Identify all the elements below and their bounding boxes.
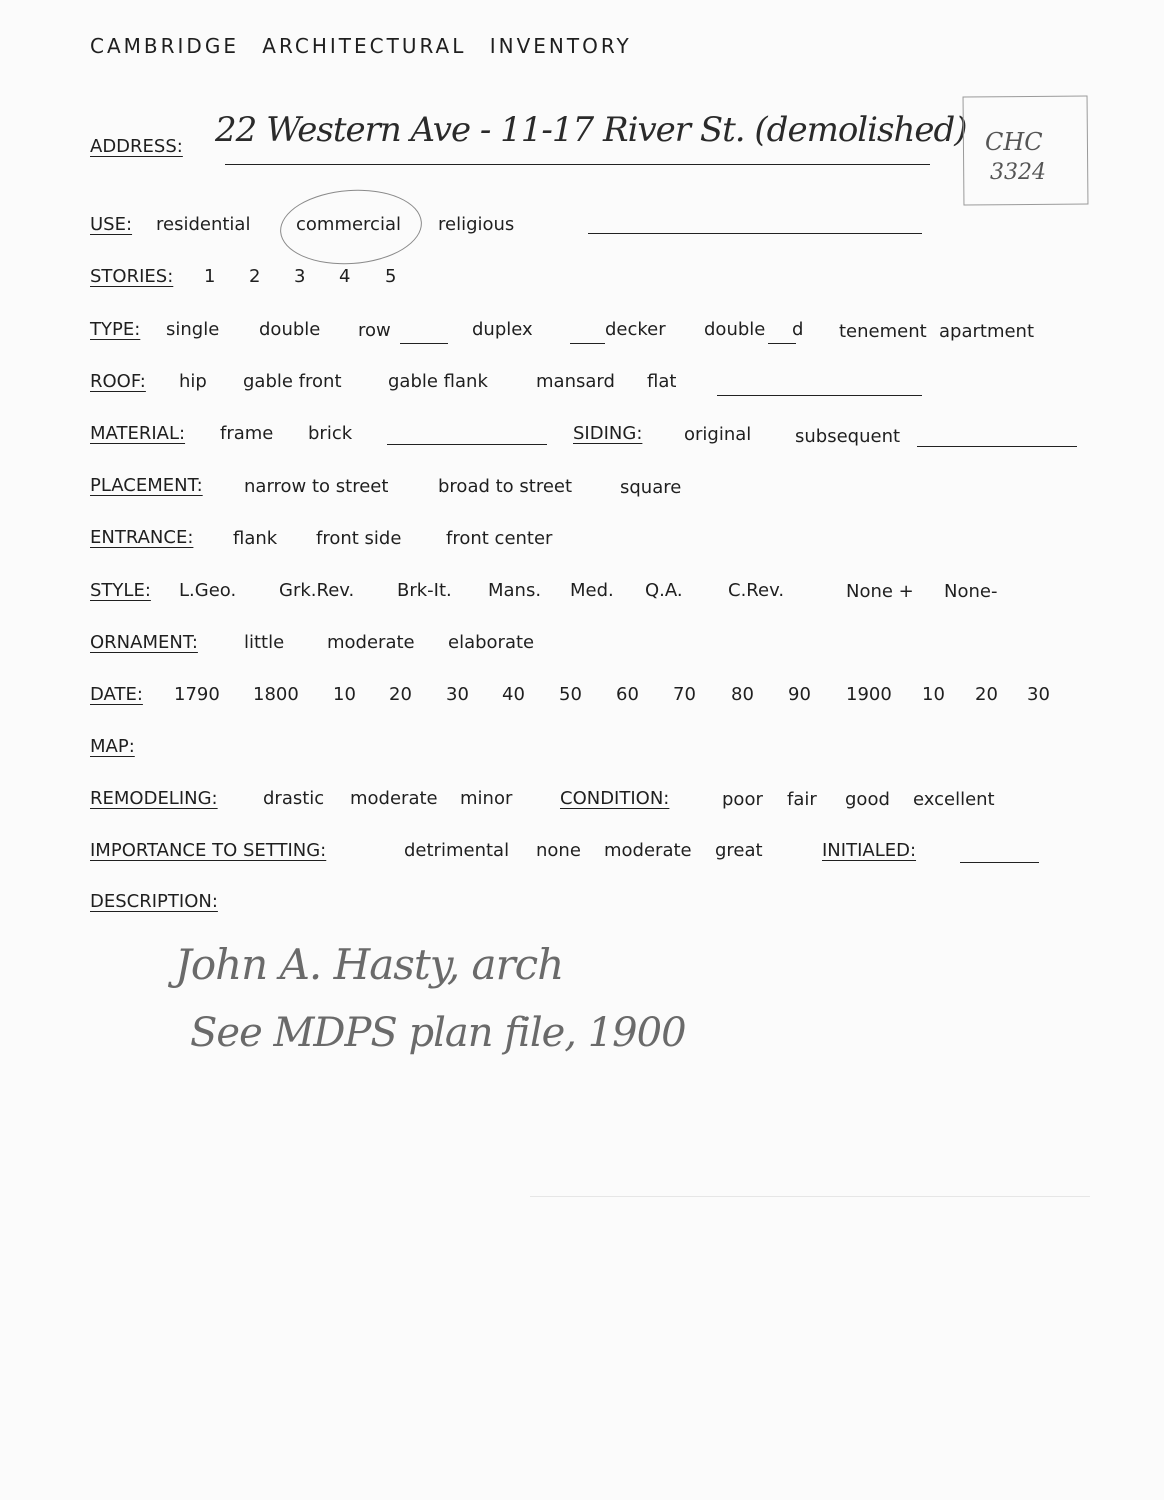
placement-label: PLACEMENT:: [90, 475, 203, 496]
use-label: USE:: [90, 214, 133, 235]
ornament-row: [90, 632, 198, 653]
date-option-1890[interactable]: 90: [788, 684, 811, 705]
initialed-label: INITIALED:: [822, 840, 917, 861]
use-option-commercial[interactable]: commercial: [296, 214, 401, 235]
type-option-double-decker[interactable]: double: [704, 319, 766, 340]
date-row: [90, 684, 143, 705]
importance-option-moderate[interactable]: moderate: [604, 840, 692, 861]
entrance-option-front-side[interactable]: front side: [316, 528, 402, 549]
entrance-label: ENTRANCE:: [90, 527, 194, 548]
map-label: MAP:: [90, 736, 135, 757]
roof-option-hip[interactable]: hip: [179, 371, 207, 392]
style-option-none-minus[interactable]: None-: [944, 581, 998, 602]
remodeling-option-moderate[interactable]: moderate: [350, 788, 438, 809]
date-option-1860[interactable]: 60: [616, 684, 639, 705]
style-row: [90, 580, 151, 601]
importance-option-great[interactable]: great: [715, 840, 763, 861]
remodeling-option-drastic[interactable]: drastic: [263, 788, 325, 809]
date-option-1920[interactable]: 20: [975, 684, 998, 705]
style-option-none-plus[interactable]: None +: [846, 581, 914, 602]
ornament-option-elaborate[interactable]: elaborate: [448, 632, 535, 653]
type-option-decker[interactable]: decker: [605, 319, 666, 340]
date-label: DATE:: [90, 684, 143, 705]
siding-label: SIDING:: [573, 423, 643, 444]
siding-row: [573, 423, 642, 444]
roof-row: [90, 371, 146, 392]
ornament-option-moderate[interactable]: moderate: [327, 632, 415, 653]
ornament-label: ORNAMENT:: [90, 632, 198, 653]
form-title: CAMBRIDGE ARCHITECTURAL INVENTORY: [90, 34, 632, 58]
style-option-grkrev[interactable]: Grk.Rev.: [279, 580, 355, 601]
date-option-1790[interactable]: 1790: [174, 684, 220, 705]
material-option-frame[interactable]: frame: [220, 423, 274, 444]
type-option-tenement[interactable]: tenement: [839, 321, 927, 342]
remodeling-label: REMODELING:: [90, 788, 218, 809]
importance-option-detrimental[interactable]: detrimental: [404, 840, 510, 861]
stories-row: [90, 266, 173, 287]
type-option-apartment[interactable]: apartment: [939, 321, 1035, 342]
date-option-1930[interactable]: 30: [1027, 684, 1050, 705]
stories-option-3[interactable]: 3: [294, 266, 306, 287]
placement-option-narrow[interactable]: narrow to street: [244, 476, 389, 497]
ornament-option-little[interactable]: little: [244, 632, 285, 653]
condition-option-excellent[interactable]: excellent: [913, 789, 995, 810]
stories-option-1[interactable]: 1: [204, 266, 216, 287]
type-row-blank[interactable]: [400, 343, 448, 344]
style-option-qa[interactable]: Q.A.: [645, 580, 683, 601]
address-row: [90, 136, 183, 157]
roof-other-blank[interactable]: [717, 395, 922, 396]
type-option-double[interactable]: double: [259, 319, 321, 340]
initialed-row: [822, 840, 916, 861]
roof-label: ROOF:: [90, 371, 146, 392]
type-option-single[interactable]: single: [166, 319, 220, 340]
roof-option-gable-flank[interactable]: gable flank: [388, 371, 488, 392]
initialed-blank[interactable]: [960, 862, 1039, 863]
date-option-1880[interactable]: 80: [731, 684, 754, 705]
date-option-1840[interactable]: 40: [502, 684, 525, 705]
style-option-lgeo[interactable]: L.Geo.: [179, 580, 237, 601]
date-option-1800[interactable]: 1800: [253, 684, 299, 705]
siding-option-subsequent[interactable]: subsequent: [795, 426, 901, 447]
type-option-duplex[interactable]: duplex: [472, 319, 533, 340]
remodeling-option-minor[interactable]: minor: [460, 788, 513, 809]
condition-option-fair[interactable]: fair: [787, 789, 817, 810]
chc-number: 3324: [990, 160, 1046, 185]
material-other-blank[interactable]: [387, 444, 547, 445]
siding-other-blank[interactable]: [917, 446, 1077, 447]
faint-bleed-line: [530, 1196, 1090, 1197]
style-label: STYLE:: [90, 580, 151, 601]
type-label: TYPE:: [90, 319, 141, 340]
style-option-brkit[interactable]: Brk-It.: [397, 580, 452, 601]
importance-row: [90, 840, 326, 861]
date-option-1830[interactable]: 30: [446, 684, 469, 705]
condition-row: [560, 788, 669, 809]
type-option-row[interactable]: row: [358, 320, 391, 341]
condition-option-good[interactable]: good: [845, 789, 890, 810]
roof-option-gable-front[interactable]: gable front: [243, 371, 342, 392]
use-option-religious[interactable]: religious: [438, 214, 515, 235]
importance-label: IMPORTANCE TO SETTING:: [90, 840, 327, 861]
style-option-med[interactable]: Med.: [570, 580, 614, 601]
date-option-1910[interactable]: 10: [922, 684, 945, 705]
entrance-option-flank[interactable]: flank: [233, 528, 278, 549]
stories-option-4[interactable]: 4: [339, 266, 351, 287]
type-double-decker-blank[interactable]: [768, 343, 796, 344]
description-handwritten-line-2: See MDPS plan file, 1900: [190, 1010, 686, 1056]
roof-option-flat[interactable]: flat: [647, 371, 677, 392]
type-option-d[interactable]: d: [792, 319, 804, 340]
importance-option-none[interactable]: none: [536, 840, 581, 861]
map-row: [90, 736, 135, 757]
description-handwritten-line-1: John A. Hasty, arch: [175, 940, 564, 989]
date-option-1850[interactable]: 50: [559, 684, 582, 705]
stories-option-2[interactable]: 2: [249, 266, 261, 287]
material-label: MATERIAL:: [90, 423, 186, 444]
placement-row: [90, 475, 203, 496]
use-row: [90, 214, 132, 235]
condition-option-poor[interactable]: poor: [722, 789, 763, 810]
condition-label: CONDITION:: [560, 788, 670, 809]
date-option-1820[interactable]: 20: [389, 684, 412, 705]
placement-option-broad[interactable]: broad to street: [438, 476, 573, 497]
date-option-1810[interactable]: 10: [333, 684, 356, 705]
entrance-option-front-center[interactable]: front center: [446, 528, 553, 549]
roof-option-mansard[interactable]: mansard: [536, 371, 615, 392]
use-option-residential[interactable]: residential: [156, 214, 251, 235]
type-decker-blank[interactable]: [570, 343, 605, 344]
description-label: DESCRIPTION:: [90, 891, 218, 912]
date-option-1870[interactable]: 70: [673, 684, 696, 705]
stories-label: STORIES:: [90, 266, 174, 287]
material-option-brick[interactable]: brick: [308, 423, 353, 444]
stories-option-5[interactable]: 5: [385, 266, 397, 287]
style-option-crev[interactable]: C.Rev.: [728, 580, 785, 601]
use-other-blank[interactable]: [588, 233, 922, 234]
material-row: [90, 423, 185, 444]
placement-option-square[interactable]: square: [620, 477, 682, 498]
date-option-1900[interactable]: 1900: [846, 684, 892, 705]
entrance-row: [90, 527, 193, 548]
siding-option-original[interactable]: original: [684, 424, 752, 445]
remodeling-row: [90, 788, 218, 809]
type-row: [90, 319, 140, 340]
description-row: [90, 891, 218, 912]
chc-label: CHC: [985, 128, 1043, 156]
style-option-mans[interactable]: Mans.: [488, 580, 542, 601]
address-line: [225, 164, 930, 165]
address-handwritten-value: 22 Western Ave - 11-17 River St. (demolished): [215, 110, 967, 150]
address-label: ADDRESS:: [90, 136, 183, 157]
commercial-selection-circle: [278, 185, 425, 269]
